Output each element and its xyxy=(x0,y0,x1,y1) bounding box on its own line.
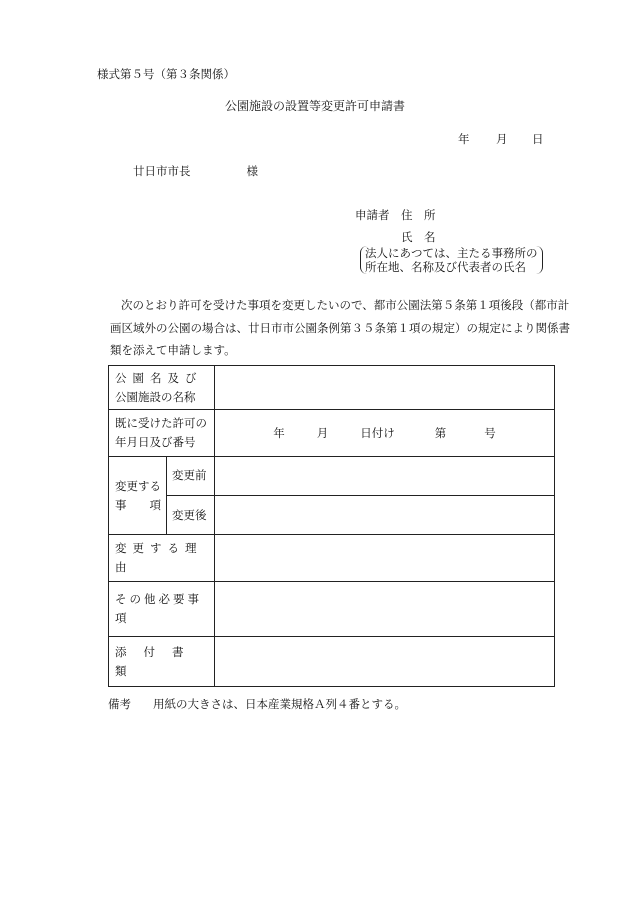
application-table xyxy=(108,365,555,687)
applicant-corporate-note xyxy=(360,246,543,274)
note-line-2: 所在地、名称及び代表者の氏名 xyxy=(365,260,526,274)
change-item-label-line1: 変更する xyxy=(115,478,161,493)
date-day-label: 日 xyxy=(532,132,544,146)
row-other xyxy=(109,582,555,637)
attachments-field[interactable] xyxy=(215,637,555,687)
row-reason xyxy=(109,535,555,582)
permit-label-line2: 年月日及び番号 xyxy=(115,435,196,449)
change-item-label-line2: 事 項 xyxy=(115,497,161,512)
reason-label xyxy=(109,535,215,582)
remarks xyxy=(108,696,406,712)
after-label: 変更後 xyxy=(167,496,215,535)
park-name-label-line2: 公園施設の名称 xyxy=(115,389,196,404)
permit-date-number-field[interactable] xyxy=(215,410,555,457)
document-title: 公園施設の設置等変更許可申請書 xyxy=(224,99,405,113)
before-field[interactable] xyxy=(215,457,555,496)
permit-year: 年 xyxy=(273,426,285,440)
permit-label-line1: 既に受けた許可の xyxy=(115,416,207,430)
addressee-name: 廿日市市長 xyxy=(133,164,191,178)
applicant-label: 申請者 xyxy=(355,208,390,222)
other-label-text: その他必要事項 xyxy=(115,592,202,625)
row-change-before xyxy=(109,457,555,496)
attachments-label-text: 添付書類 xyxy=(115,644,201,678)
other-label xyxy=(109,582,215,637)
before-label: 変更前 xyxy=(167,457,215,496)
application-statement: 次のとおり許可を受けた事項を変更したいので、都市公園法第５条第１項後段（都市計画区域外の公園の場合は、廿日市市公園条例第３５条第１項の規定）の規定により関係書類を添えて申請します。 xyxy=(110,298,570,357)
row-change-after xyxy=(109,496,555,535)
remarks-label: 備考 xyxy=(108,697,131,711)
reason-field[interactable] xyxy=(215,535,555,582)
park-name-label-line1: 公園名及び xyxy=(115,370,203,385)
park-name-label xyxy=(109,366,215,410)
permit-month: 月 xyxy=(316,426,329,440)
row-attachments xyxy=(109,637,555,687)
permit-dated: 日付け xyxy=(360,426,395,440)
row-park-name xyxy=(109,366,555,410)
form-number: 様式第５号（第３条関係） xyxy=(97,67,235,81)
change-item-label xyxy=(109,457,167,535)
permit-number-suffix: 号 xyxy=(484,426,496,440)
addressee xyxy=(133,163,258,179)
park-name-field[interactable] xyxy=(215,366,555,410)
after-field[interactable] xyxy=(215,496,555,535)
note-line-1: 法人にあつては、主たる事務所の xyxy=(365,246,538,260)
date-month-label: 月 xyxy=(496,132,508,146)
other-field[interactable] xyxy=(215,582,555,637)
addressee-honorific: 様 xyxy=(246,164,258,178)
permit-label xyxy=(109,410,215,457)
applicant-address-label: 住 所 xyxy=(401,208,436,222)
reason-label-text: 変更する理由 xyxy=(115,541,203,574)
row-permit xyxy=(109,410,555,457)
permit-number-prefix: 第 xyxy=(434,426,447,440)
date-year-label: 年 xyxy=(458,132,470,146)
applicant-name-label: 氏 名 xyxy=(401,230,436,244)
attachments-label xyxy=(109,637,215,687)
remarks-text: 用紙の大きさは、日本産業規格Ａ列４番とする。 xyxy=(153,697,406,711)
